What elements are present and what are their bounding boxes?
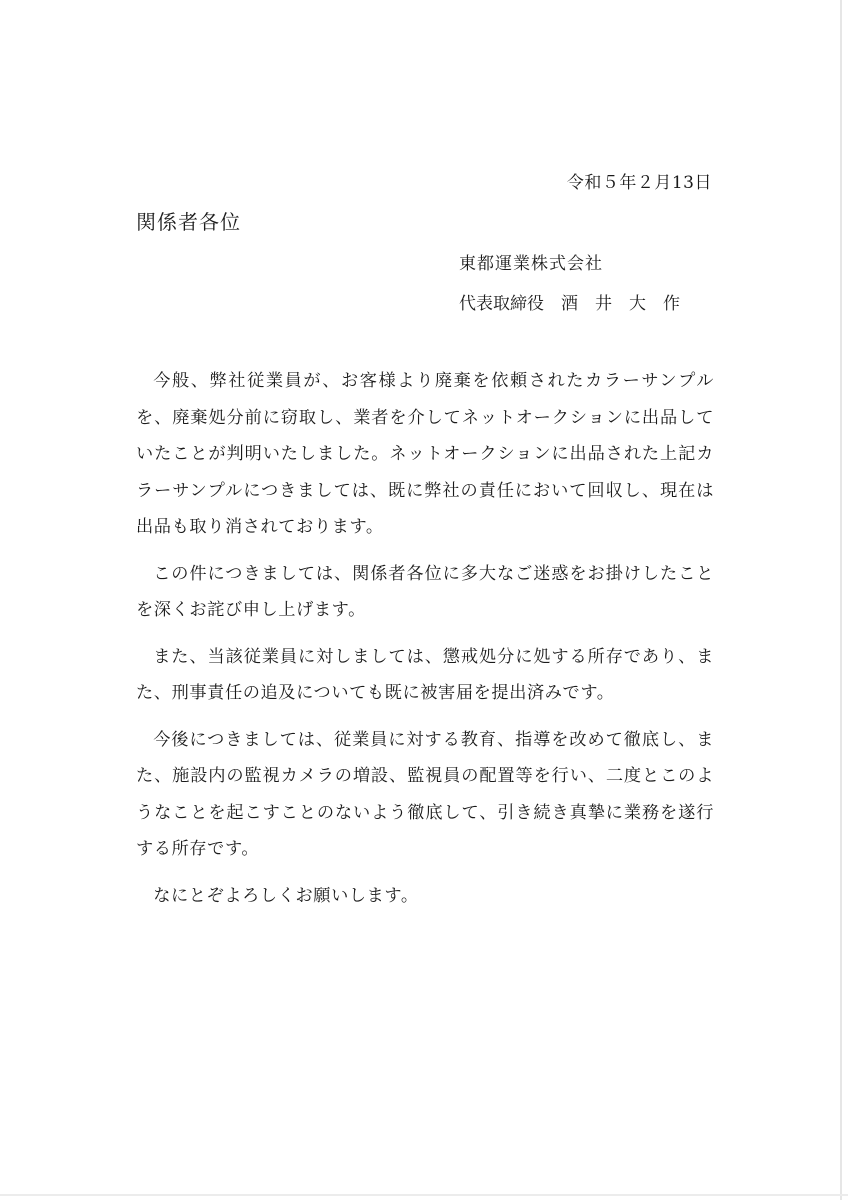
letter-body (136, 363, 714, 924)
letter-date: 令和５年２月13日 (566, 173, 712, 193)
scan-edge-bottom (0, 1194, 848, 1196)
sender-company: 東都運業株式会社 (459, 254, 603, 274)
body-paragraph-5: なにとぞよろしくお願いします。 (153, 885, 419, 906)
scan-edge-right (840, 0, 842, 1200)
letter-recipient: 関係者各位 (136, 210, 241, 234)
body-paragraph-4: 今後につきましては、従業員に対する教育、指導を改めて徹底し、また、施設内の監視カメラの増設、監視員の配置等を行い、二度とこのようなことを起こすことのないよう徹底して、引き続き真摯に業務を遂行する所存です。 (136, 729, 714, 859)
body-paragraph-3: また、当該従業員に対しましては、懲戒処分に処する所存であり、また、刑事責任の追及についても既に被害届を提出済みです。 (136, 646, 714, 703)
body-paragraph-2: この件につきましては、関係者各位に多大なご迷惑をお掛けしたことを深くお詫び申し上げます。 (136, 563, 714, 620)
body-paragraph-1: 今般、弊社従業員が、お客様より廃棄を依頼されたカラーサンプルを、廃棄処分前に窃取し、業者を介してネットオークションに出品していたことが判明いたしました。ネットオークションに出品された上記カラーサンプルにつきましては、既に弊社の責任において回収し、現在は出品も取り消されております。 (136, 371, 714, 537)
sender-name: 代表取締役 酒 井 大 作 (459, 294, 680, 314)
